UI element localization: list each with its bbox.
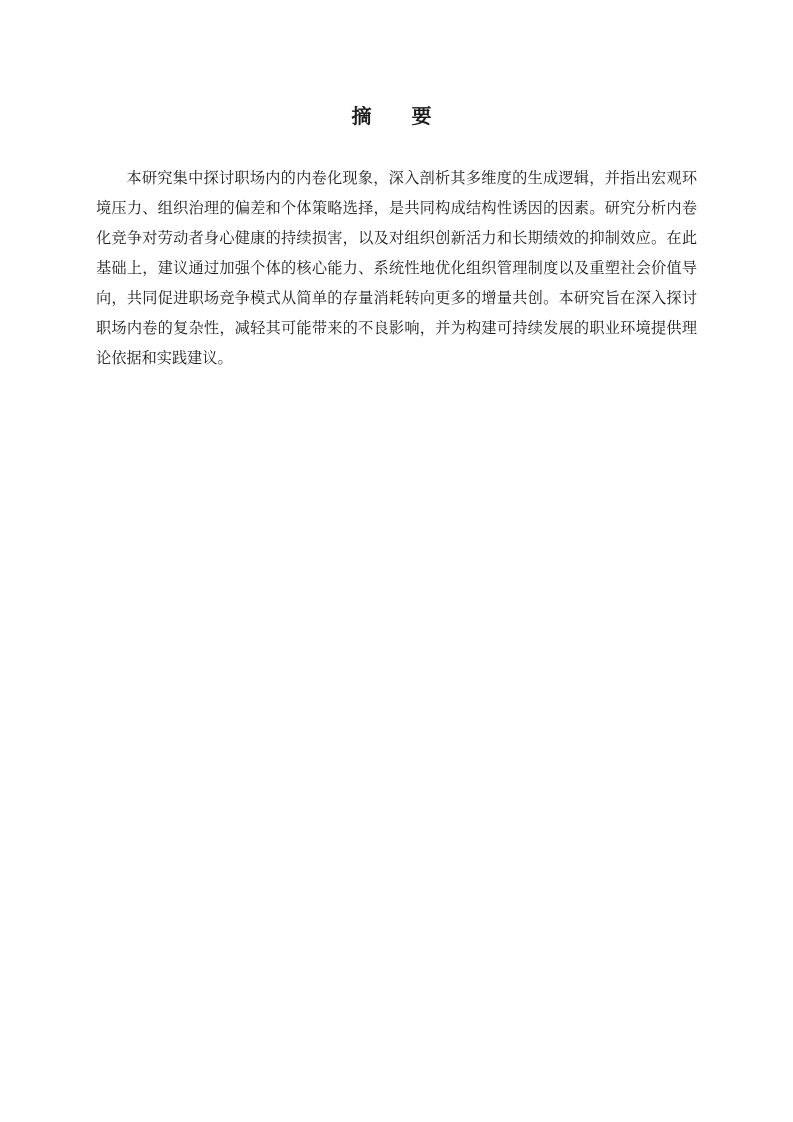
- abstract-paragraph: 本研究集中探讨职场内的内卷化现象，深入剖析其多维度的生成逻辑，并指出宏观环境压力、组织治理的偏差和个体策略选择，是共同构成结构性诱因的因素。研究分析内卷化竞争对劳动者身心健康的持续损害，以及对组织创新活力和长期绩效的抑制效应。在此基础上，建议通过加强个体的核心能力、系统性地优化组织管理制度以及重塑社会价值导向，共同促进职场竞争模式从简单的存量消耗转向更多的增量共创。本研究旨在深入探讨职场内卷的复杂性，减轻其可能带来的不良影响，并为构建可持续发展的职业环境提供理论依据和实践建议。: [96, 169, 697, 367]
- page-title: 摘 要: [351, 104, 442, 128]
